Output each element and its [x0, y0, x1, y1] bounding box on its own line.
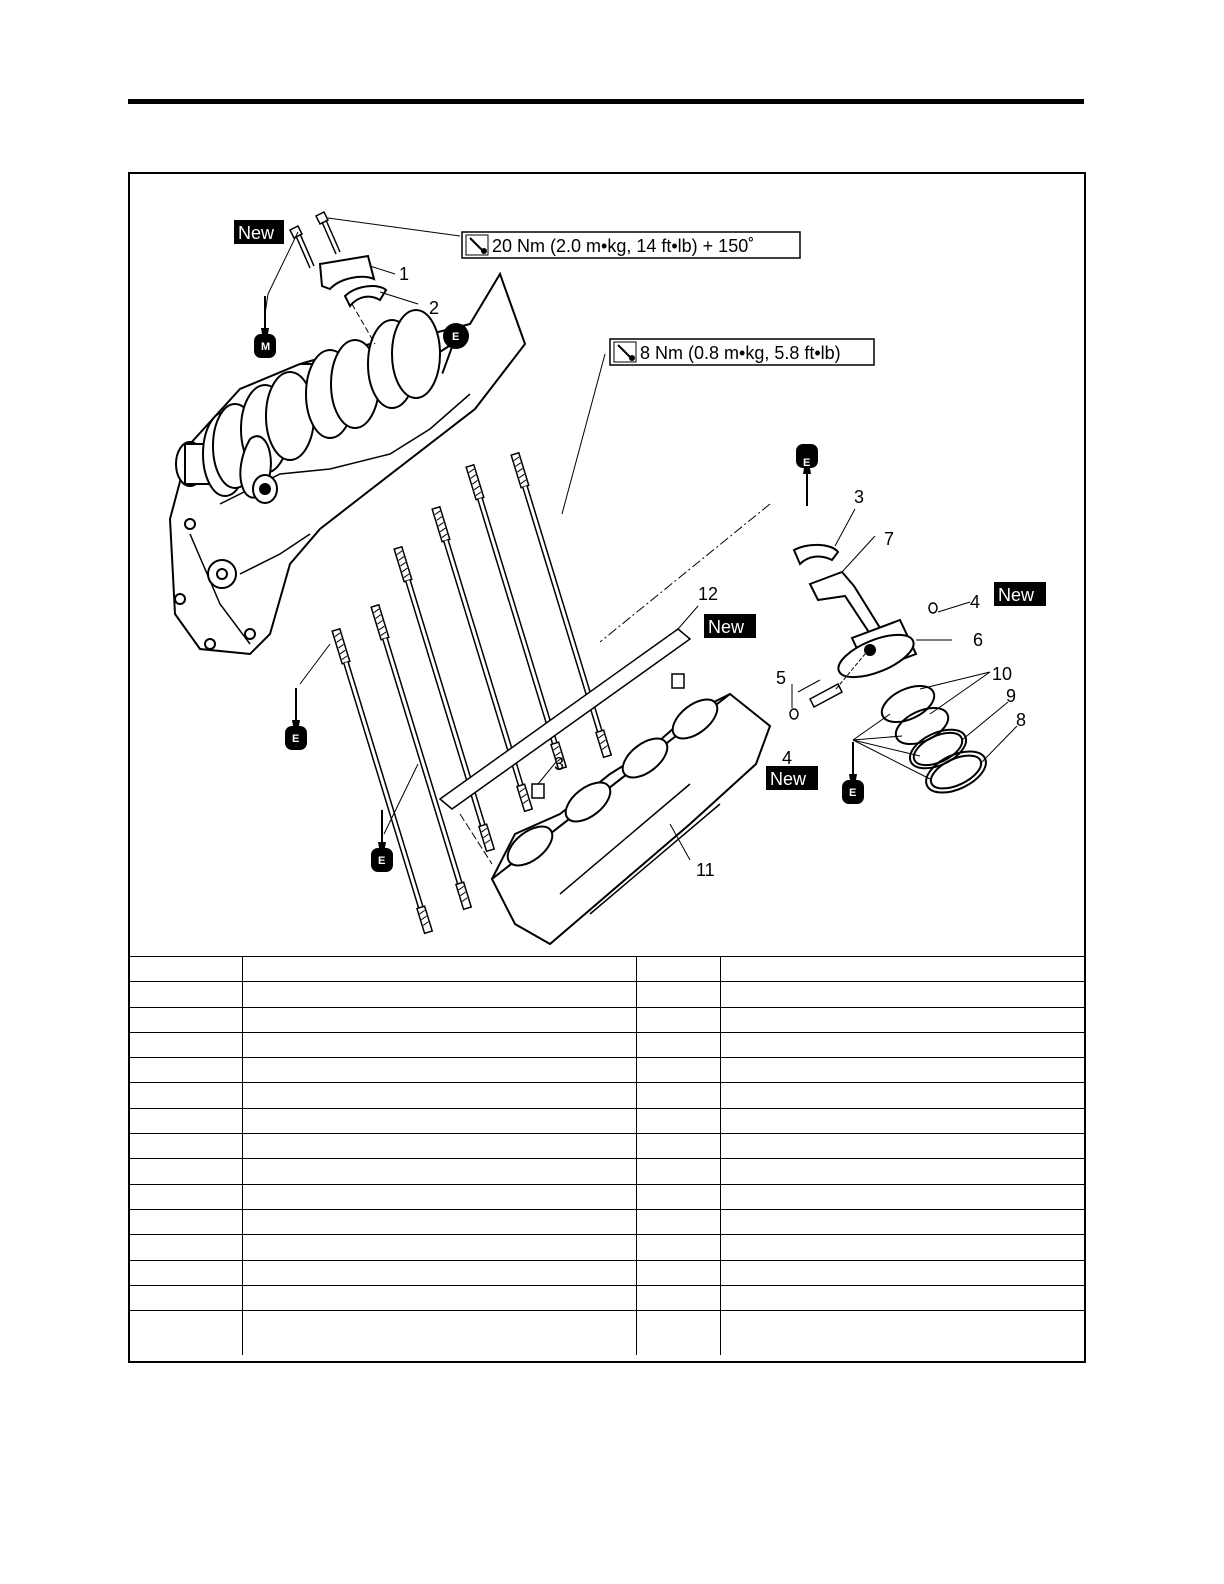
new-badge-clip-lower: [766, 766, 818, 790]
callout-9: 9: [1006, 686, 1017, 706]
connecting-rod-bolts: [290, 212, 340, 268]
table-row: [130, 1209, 1084, 1234]
table-row: [130, 1285, 1084, 1310]
torque-spec-1-text: 20 Nm (2.0 m•kg, 14 ft•lb) + 150˚: [492, 236, 755, 256]
callout-8: 8: [1016, 710, 1027, 730]
big-end-bearing-upper: [345, 286, 386, 306]
callout-2: 2: [429, 298, 440, 318]
engine-oil-icon: [796, 444, 818, 506]
dowel-pin: [672, 674, 684, 688]
table-row: [130, 1007, 1084, 1032]
piston-pin-clip: [929, 603, 937, 613]
table-row: [130, 957, 1084, 982]
exploded-diagram: [130, 174, 1084, 956]
svg-text:New: New: [238, 223, 275, 243]
table-row: [130, 1032, 1084, 1057]
callout-11: 11: [696, 860, 715, 880]
table-row: [130, 1260, 1084, 1285]
big-end-bearing-lower: [794, 545, 838, 564]
connecting-rod-cap: [320, 256, 374, 289]
svg-text:E: E: [378, 855, 386, 867]
new-badge-gasket: [704, 614, 756, 638]
callout-7: 7: [884, 529, 895, 549]
table-row: [130, 1058, 1084, 1083]
engine-oil-icon: [371, 810, 393, 872]
exploded-view-frame: [128, 172, 1086, 1363]
table-row: [130, 1134, 1084, 1159]
torque-spec-2: [610, 339, 874, 365]
dowel-pin: [532, 784, 544, 798]
torque-wrench-icon: [466, 235, 488, 255]
callout-6: 6: [973, 630, 984, 650]
svg-text:New: New: [708, 617, 745, 637]
piston-rings: [876, 679, 992, 801]
svg-text:M: M: [261, 341, 271, 353]
torque-spec-2-text: 8 Nm (0.8 m•kg, 5.8 ft•lb): [640, 343, 841, 363]
table-row: [130, 1311, 1084, 1356]
callout-10: 10: [992, 664, 1013, 684]
table-row: [130, 982, 1084, 1007]
table-row: [130, 1184, 1084, 1209]
piston-pin-clip: [790, 709, 798, 719]
callout-4: 4: [970, 592, 981, 612]
svg-text:E: E: [452, 331, 460, 343]
callout-1: 1: [399, 264, 410, 284]
header-rule: [128, 99, 1084, 104]
parts-table: [130, 956, 1084, 1355]
callout-12: 12: [698, 584, 719, 604]
new-badge-bolt: [234, 220, 284, 244]
table-row: [130, 1108, 1084, 1133]
engine-oil-icon: [443, 323, 469, 349]
engine-oil-icon: [285, 688, 307, 750]
molybdenum-oil-icon: [254, 296, 276, 358]
table-row: [130, 1235, 1084, 1260]
svg-text:E: E: [292, 733, 300, 745]
callout-3: 3: [854, 487, 865, 507]
svg-text:New: New: [998, 585, 1035, 605]
torque-spec-1: [462, 232, 800, 258]
table-row: [130, 1159, 1084, 1184]
svg-text:New: New: [770, 769, 807, 789]
svg-text:E: E: [803, 457, 811, 469]
svg-text:E: E: [849, 787, 857, 799]
callout-5: 5: [776, 668, 787, 688]
new-badge-clip-upper: [994, 582, 1046, 606]
torque-wrench-icon: [614, 342, 636, 362]
table-row: [130, 1083, 1084, 1108]
cylinder-block: [492, 692, 770, 944]
callout-4b: 4: [782, 748, 793, 768]
piston: [833, 620, 952, 686]
engine-oil-icon: [842, 742, 864, 804]
callout-3b: 3: [554, 754, 565, 774]
